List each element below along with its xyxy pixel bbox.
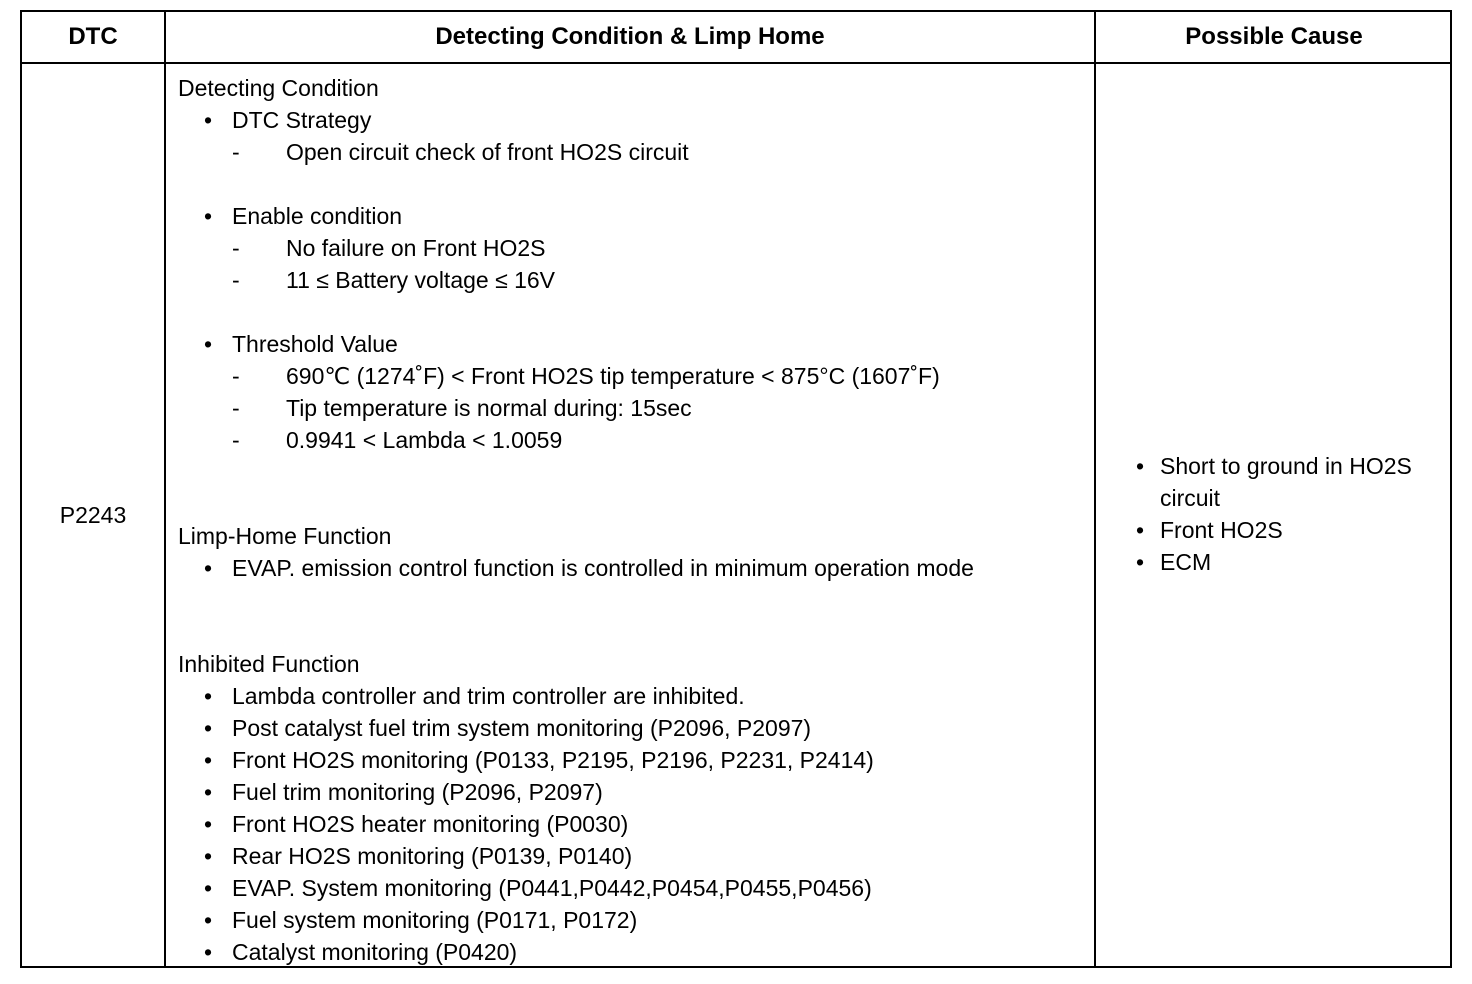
dtc-strategy-label: • DTC Strategy: [178, 104, 1098, 136]
possible-cause-item: • ECM: [1112, 546, 1432, 578]
inhibited-item: • EVAP. System monitoring (P0441,P0442,P0454,P0455,P0456): [178, 872, 1098, 904]
inhibited-item: • Catalyst monitoring (P0420): [178, 936, 1098, 968]
threshold-value-item: - 690℃ (1274˚F) < Front HO2S tip temperature < 875°C (1607˚F): [178, 360, 1098, 392]
possible-cause-item: • Front HO2S: [1112, 514, 1432, 546]
limp-home-title: Limp-Home Function: [178, 523, 392, 549]
possible-cause-item: • Short to ground in HO2S circuit: [1112, 450, 1432, 514]
header-divider: [22, 62, 1450, 64]
inhibited-item: • Fuel trim monitoring (P2096, P2097): [178, 776, 1098, 808]
header-possible-cause: Possible Cause: [1185, 23, 1363, 50]
inhibited-item: • Post catalyst fuel trim system monitoring (P2096, P2097): [178, 712, 1098, 744]
inhibited-item: • Rear HO2S monitoring (P0139, P0140): [178, 840, 1098, 872]
inhibited-function-title: Inhibited Function: [178, 651, 360, 677]
column-divider: [164, 12, 166, 966]
header-detecting-condition: Detecting Condition & Limp Home: [435, 23, 825, 50]
dtc-code: P2243: [59, 502, 127, 528]
inhibited-item: • Fuel system monitoring (P0171, P0172): [178, 904, 1098, 936]
dtc-table: [20, 10, 1452, 968]
detecting-condition-title: Detecting Condition: [178, 75, 379, 101]
enable-condition-label: • Enable condition: [178, 200, 1098, 232]
threshold-value-item: - Tip temperature is normal during: 15sec: [178, 392, 1098, 424]
enable-condition-item: - No failure on Front HO2S: [178, 232, 1098, 264]
possible-cause-cell: [1112, 450, 1432, 578]
detecting-condition-cell: [178, 72, 1098, 968]
threshold-value-label: • Threshold Value: [178, 328, 1098, 360]
header-dtc: DTC: [68, 23, 118, 50]
limp-home-item: • EVAP. emission control function is controlled in minimum operation mode: [178, 552, 1098, 584]
inhibited-item: • Lambda controller and trim controller are inhibited.: [178, 680, 1098, 712]
threshold-value-item: - 0.9941 < Lambda < 1.0059: [178, 424, 1098, 456]
inhibited-item: • Front HO2S heater monitoring (P0030): [178, 808, 1098, 840]
dtc-strategy-item: - Open circuit check of front HO2S circuit: [178, 136, 1098, 168]
inhibited-item: • Front HO2S monitoring (P0133, P2195, P2196, P2231, P2414): [178, 744, 1098, 776]
enable-condition-item: - 11 ≤ Battery voltage ≤ 16V: [178, 264, 1098, 296]
